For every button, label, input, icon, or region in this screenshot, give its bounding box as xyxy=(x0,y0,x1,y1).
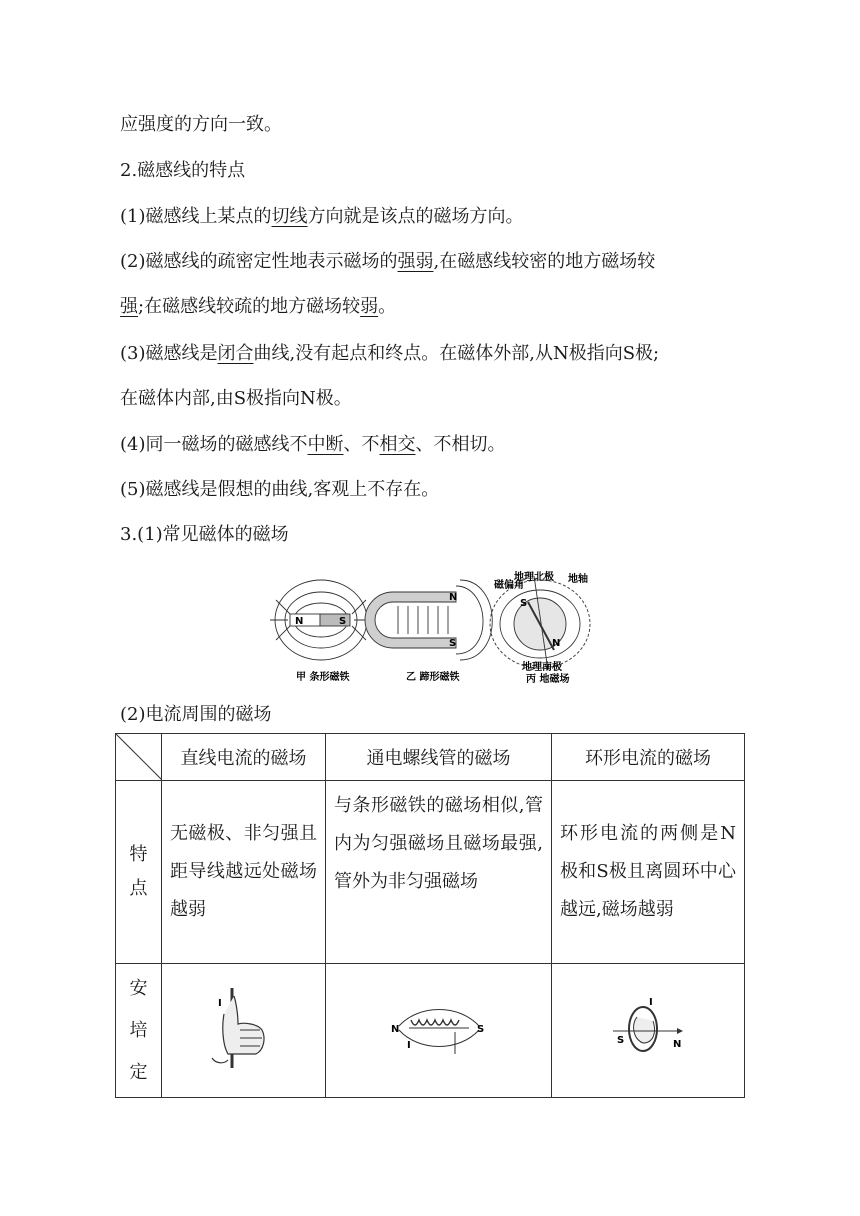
loop-current-icon xyxy=(603,993,693,1063)
bar-magnet-caption: 甲 条形磁铁 xyxy=(296,672,350,683)
text-line-1: 应强度的方向一致。 xyxy=(120,114,282,135)
u-magnet-caption: 乙 蹄形磁铁 xyxy=(406,672,460,683)
magnet-fields-figure xyxy=(268,562,598,688)
cell-loop-rule xyxy=(552,964,745,1098)
text-seg: 。 xyxy=(378,296,397,317)
text-seg: (1)磁感线上某点的 xyxy=(120,206,272,227)
underlined-term: 强弱 xyxy=(397,251,434,272)
section-heading-3: 3.(1)常见磁体的磁场 xyxy=(120,524,289,545)
diagonal-line xyxy=(116,734,162,780)
header-loop-current: 环形电流的磁场 xyxy=(552,734,745,781)
current-label: I xyxy=(217,998,222,1009)
geo-north-label: 地理北极 xyxy=(514,572,554,583)
text-line-5 xyxy=(120,295,396,319)
solenoid-icon xyxy=(389,998,489,1058)
underlined-term: 弱 xyxy=(360,296,379,317)
underlined-term: 强 xyxy=(120,296,138,317)
bar-magnet-diagram xyxy=(270,580,374,660)
cell-solenoid-rule xyxy=(326,964,552,1098)
underlined-term: 闭合 xyxy=(217,343,254,364)
text-line-4 xyxy=(120,250,655,274)
section-heading-current-fields: (2)电流周围的磁场 xyxy=(120,704,272,725)
earth-pole-s: S xyxy=(520,598,528,609)
text-seg: ,在磁感线较密的地方磁场较 xyxy=(433,251,656,272)
row-label-ampere xyxy=(116,964,162,1098)
loop-current-label: I xyxy=(649,997,653,1008)
earth-axis-label: 地轴 xyxy=(568,574,588,585)
text-seg: (2)磁感线的疏密定性地表示磁场的 xyxy=(120,251,398,272)
solenoid-pole-s: S xyxy=(476,1024,484,1035)
cell-straight-feature: 无磁极、非匀强且距导线越远处磁场越弱 xyxy=(162,781,326,964)
text-seg: 曲线,没有起点和终点。在磁体外部,从N极指向S极; xyxy=(253,343,660,364)
text-seg: 、不 xyxy=(343,434,380,455)
solenoid-pole-n: N xyxy=(390,1024,399,1035)
cell-straight-rule xyxy=(162,964,326,1098)
current-field-table xyxy=(115,733,745,1098)
header-solenoid: 通电螺线管的磁场 xyxy=(326,734,552,781)
cell-solenoid-feature: 与条形磁铁的磁场相似,管内为匀强磁场且磁场最强,管外为非匀强磁场 xyxy=(326,781,552,964)
underlined-term: 中断 xyxy=(307,434,344,455)
underlined-term: 切线 xyxy=(271,206,308,227)
earth-field-caption: 丙 地磁场 xyxy=(526,674,570,685)
right-hand-straight-wire-icon xyxy=(204,984,284,1072)
loop-pole-s: S xyxy=(617,1035,625,1046)
row-label-features xyxy=(116,781,162,964)
solenoid-current-label: I xyxy=(406,1040,411,1051)
declination-label: 磁偏角 xyxy=(494,580,524,591)
cell-loop-feature: 环形电流的两侧是N极和S极且离圆环中心越远,磁场越弱 xyxy=(552,781,745,964)
u-pole-n: N xyxy=(449,592,458,603)
bar-pole-n: N xyxy=(295,616,304,627)
text-line-3 xyxy=(120,205,524,229)
text-line-7: 在磁体内部,由S极指向N极。 xyxy=(120,388,352,409)
diagonal-corner-cell xyxy=(116,734,162,781)
table-row-features xyxy=(116,781,745,964)
underlined-term: 相交 xyxy=(379,434,416,455)
text-line-9: (5)磁感线是假想的曲线,客观上不存在。 xyxy=(120,479,440,500)
geo-south-label: 地理南极 xyxy=(522,662,562,673)
u-magnet-diagram xyxy=(365,580,492,660)
row-label-text: 安培定 xyxy=(129,977,148,1083)
text-seg: (4)同一磁场的磁感线不 xyxy=(120,434,308,455)
text-seg: 、不相切。 xyxy=(415,434,506,455)
row-label-text: 特点 xyxy=(129,844,148,899)
bar-pole-s: S xyxy=(339,616,347,627)
text-seg: ;在磁感线较疏的地方磁场较 xyxy=(138,296,361,317)
u-pole-s: S xyxy=(449,638,457,649)
header-straight-current: 直线电流的磁场 xyxy=(162,734,326,781)
text-line-6 xyxy=(120,342,659,366)
text-line-8 xyxy=(120,433,506,457)
table-header-row xyxy=(116,734,745,781)
text-seg: 方向就是该点的磁场方向。 xyxy=(307,206,524,227)
loop-pole-n: N xyxy=(673,1039,682,1050)
earth-pole-n: N xyxy=(552,638,561,649)
table-row-ampere xyxy=(116,964,745,1098)
text-seg: (3)磁感线是 xyxy=(120,343,218,364)
section-heading-2: 2.磁感线的特点 xyxy=(120,160,246,181)
